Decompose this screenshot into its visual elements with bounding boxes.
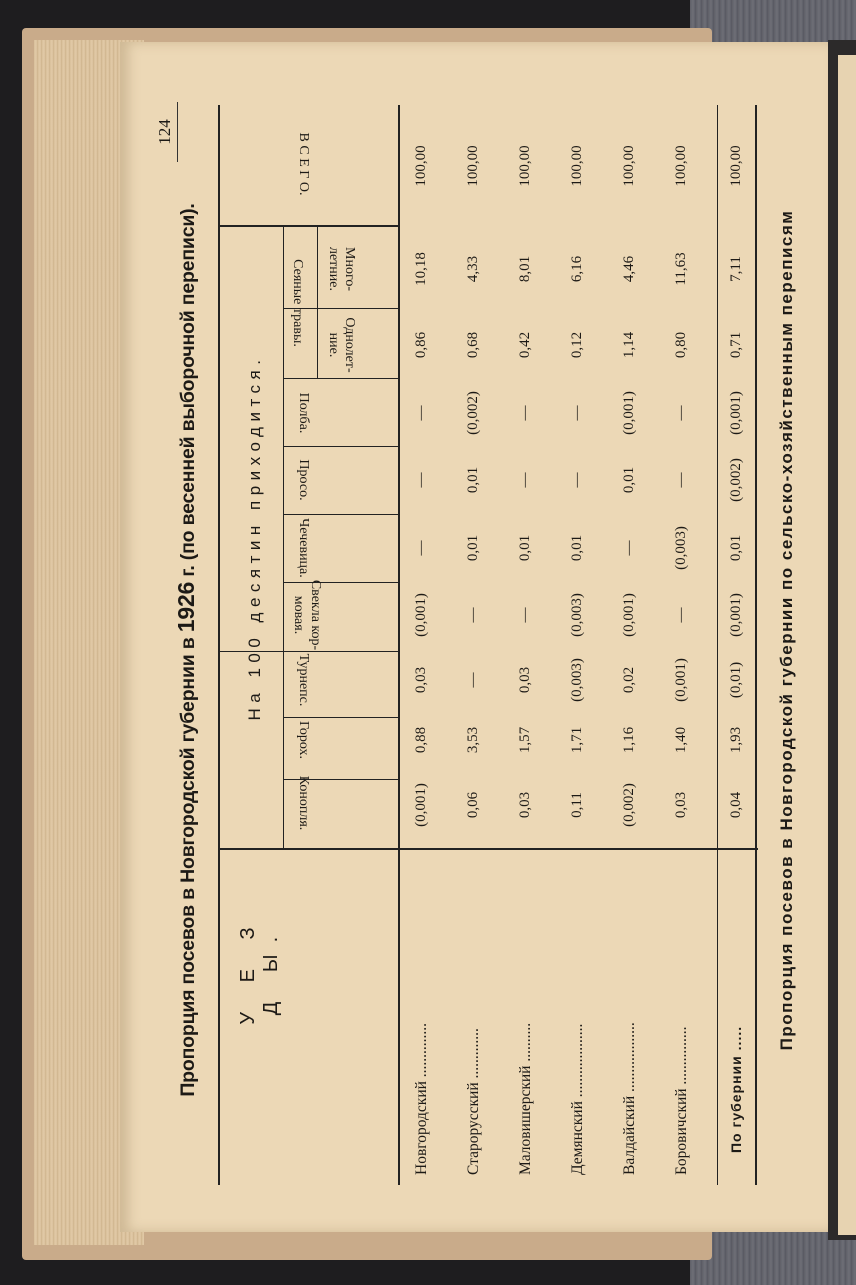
table-cell: 100,00 <box>621 145 637 187</box>
table-cell: (0,01) <box>728 661 744 699</box>
table-cell: (0,001) <box>621 391 637 435</box>
table-cell: — <box>569 472 585 488</box>
table-cell: — <box>413 540 429 556</box>
col-header-annual: Однолет-ние. <box>326 317 357 373</box>
row-label: Боровичский ............... <box>673 1026 690 1175</box>
table-cell: 1,40 <box>673 726 689 754</box>
table-cell: 3,53 <box>465 726 481 754</box>
table-cell: — <box>517 607 533 623</box>
table-cell: — <box>673 607 689 623</box>
table-cell: (0,003) <box>673 526 689 570</box>
table-cell: 100,00 <box>465 145 481 187</box>
table-cell: 100,00 <box>673 145 689 187</box>
table-cell: 100,00 <box>728 145 744 187</box>
facing-page-edge <box>838 55 856 1235</box>
table-cell: — <box>517 472 533 488</box>
table-cell: — <box>465 607 481 623</box>
table-cell: 0,01 <box>569 534 585 562</box>
table-cell: 100,00 <box>413 145 429 187</box>
table-cell: 0,04 <box>728 791 744 819</box>
table-cell: — <box>569 405 585 421</box>
table-cell: 0,01 <box>728 534 744 562</box>
total-top-rule <box>717 105 718 1185</box>
table-cell: 0,42 <box>517 331 533 359</box>
table-cell: 4,33 <box>465 255 481 283</box>
table-cell: 100,00 <box>569 145 585 187</box>
table-cell: (0,002) <box>728 458 744 502</box>
col-header-millet: Просо. <box>296 459 311 501</box>
table-cell: (0,001) <box>673 658 689 702</box>
table-cell: 0,12 <box>569 331 585 359</box>
superheader-rule <box>283 227 284 848</box>
table-cell: (0,001) <box>728 593 744 637</box>
table-cell: (0,001) <box>413 783 429 827</box>
table-cell: 8,01 <box>517 255 533 283</box>
grass-header-rule <box>317 227 318 379</box>
table-cell: (0,003) <box>569 593 585 637</box>
super-header: На 100 десятин приходится. <box>245 354 264 721</box>
col-header-beet: Свекла кор-мовая. <box>291 579 323 651</box>
header-bottom-rule <box>398 105 400 1185</box>
row-label: Новгородский .............. <box>413 1022 430 1175</box>
table-cell: 1,71 <box>569 726 585 754</box>
table-cell: — <box>673 472 689 488</box>
col-header-turnip: Турнепс. <box>296 653 311 707</box>
table-cell: — <box>413 405 429 421</box>
col-header-peas: Горох. <box>296 720 311 759</box>
table-cell: 0,80 <box>673 331 689 359</box>
table-cell: 11,63 <box>673 252 689 286</box>
table-cell: 1,16 <box>621 726 637 754</box>
table-cell: (0,003) <box>569 658 585 702</box>
table-cell: 10,18 <box>413 252 429 286</box>
col-header-total: В С Е Г О. <box>296 132 311 196</box>
col-header-sown-grass: Сеяные травы. <box>290 259 305 347</box>
table-cell: 0,01 <box>465 466 481 494</box>
row-label: По губернии ..... <box>728 1025 744 1153</box>
table-cell: 1,14 <box>621 331 637 359</box>
table-cell: (0,001) <box>728 391 744 435</box>
page-number: 124 <box>155 102 178 162</box>
table-cell: 0,01 <box>517 534 533 562</box>
table-cell: 0,68 <box>465 331 481 359</box>
table-cell: 0,71 <box>728 331 744 359</box>
table-cell: — <box>517 405 533 421</box>
stub-divider <box>218 848 758 850</box>
col-header-spelt: Полба. <box>296 392 311 434</box>
table-cell: (0,001) <box>413 593 429 637</box>
title-suffix: г. (по весенней выборочной переписи). <box>177 203 199 582</box>
col-header-hemp: Конопля. <box>296 775 311 831</box>
rotated-page-content <box>155 75 795 1185</box>
table-cell: 0,11 <box>569 792 585 818</box>
row-label: Валдайский .................. <box>621 1022 638 1175</box>
table-cell: 7,11 <box>728 256 744 282</box>
bottom-rule <box>755 105 757 1185</box>
table-cell: — <box>465 672 481 688</box>
table-cell: 0,03 <box>517 791 533 819</box>
table-cell: 0,01 <box>621 466 637 494</box>
table-cell: 0,03 <box>673 791 689 819</box>
next-table-title: Пропорция посевов в Новгородской губернии по сельско-хозяйственным переписям <box>777 209 796 1051</box>
table-cell: — <box>673 405 689 421</box>
table-cell: — <box>621 540 637 556</box>
table-cell: 1,57 <box>517 726 533 754</box>
table-cell: (0,001) <box>621 593 637 637</box>
col-header-perennial: Много-летние. <box>326 246 357 292</box>
table-cell: 0,06 <box>465 791 481 819</box>
table-cell: 0,03 <box>413 666 429 694</box>
table-cell: — <box>413 472 429 488</box>
table-cell: 0,86 <box>413 331 429 359</box>
stub-header: У Е З Д Ы. <box>237 915 282 1025</box>
table-cell: 100,00 <box>517 145 533 187</box>
table-cell: 6,16 <box>569 255 585 283</box>
table-cell: (0,002) <box>621 783 637 827</box>
table-cell: (0,002) <box>465 391 481 435</box>
table-cell: 0,01 <box>465 534 481 562</box>
row-label: Старорусский ............. <box>465 1028 482 1175</box>
top-rule <box>218 105 220 1185</box>
row-label: Демянский ................... <box>569 1023 586 1175</box>
table-cell: 4,46 <box>621 255 637 283</box>
title-year: 1926 <box>173 581 199 633</box>
table-cell: 1,93 <box>728 726 744 754</box>
row-label: Маловишерский .......... <box>517 1022 534 1175</box>
page-title <box>173 115 200 1185</box>
table-cell: 0,88 <box>413 726 429 754</box>
table-cell: 0,03 <box>517 666 533 694</box>
table-cell: 0,02 <box>621 666 637 694</box>
col-header-lentil: Чечевица. <box>296 518 311 578</box>
title-prefix: Пропорция посевов в Новгородской губернии в <box>177 632 199 1097</box>
